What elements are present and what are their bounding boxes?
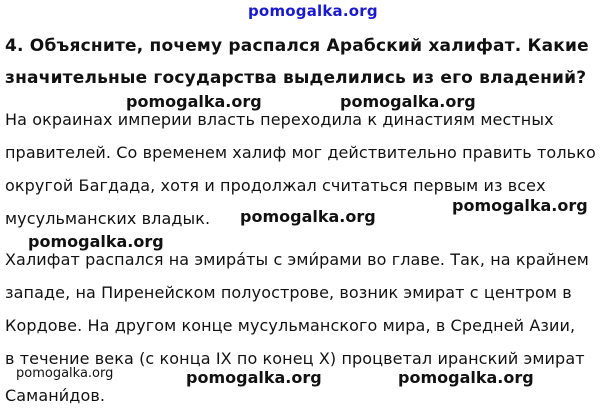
watermark-5: pomogalka.org [28, 232, 164, 251]
watermark-2: pomogalka.org [340, 92, 476, 111]
watermark-top: pomogalka.org [248, 2, 378, 20]
paragraph1-text-3: округой Багдада, хотя и продолжал считаться первым из всех [5, 176, 546, 195]
paragraph2-text-4: в течение века (с конца IX по конец X) процветал иранский эмират [5, 349, 585, 368]
paragraph2-line-3 [5, 316, 607, 336]
paragraph2-line-2 [5, 283, 607, 303]
paragraph2-text-1: Халифат распался на эмира́ты с эми́рами во главе. Так, на крайнем [5, 250, 589, 269]
watermark-7: pomogalka.org [186, 368, 322, 387]
paragraph1-text-1: На окраинах империи власть переходила к династиям местных [5, 110, 554, 129]
question-line-2 [5, 68, 607, 88]
paragraph2-text-5: Самани́дов. [5, 386, 106, 405]
paragraph1-text-4: мусульманских владык. [5, 209, 211, 228]
paragraph1-line-3 [5, 176, 607, 196]
paragraph2-line-5 [5, 386, 607, 406]
paragraph1-line-1 [5, 110, 607, 130]
watermark-8: pomogalka.org [398, 368, 534, 387]
watermark-1: pomogalka.org [126, 92, 262, 111]
question-line-1 [5, 36, 607, 56]
watermark-3: pomogalka.org [240, 207, 376, 226]
paragraph1-line-2 [5, 143, 607, 163]
paragraph2-text-2: западе, на Пиренейском полуострове, возник эмират с центром в [5, 283, 572, 302]
paragraph1-text-2: правителей. Со временем халиф мог действительно править только [5, 143, 596, 162]
question-text-2: значительные государства выделились из его владений? [5, 68, 587, 88]
watermark-6: pomogalka.org [16, 366, 114, 381]
paragraph2-text-3: Кордове. На другом конце мусульманского мира, в Средней Азии, [5, 316, 576, 335]
watermark-4: pomogalka.org [452, 196, 588, 215]
question-text-1: 4. Объясните, почему распался Арабский халифат. Какие [5, 36, 589, 56]
paragraph2-line-1 [5, 250, 607, 270]
